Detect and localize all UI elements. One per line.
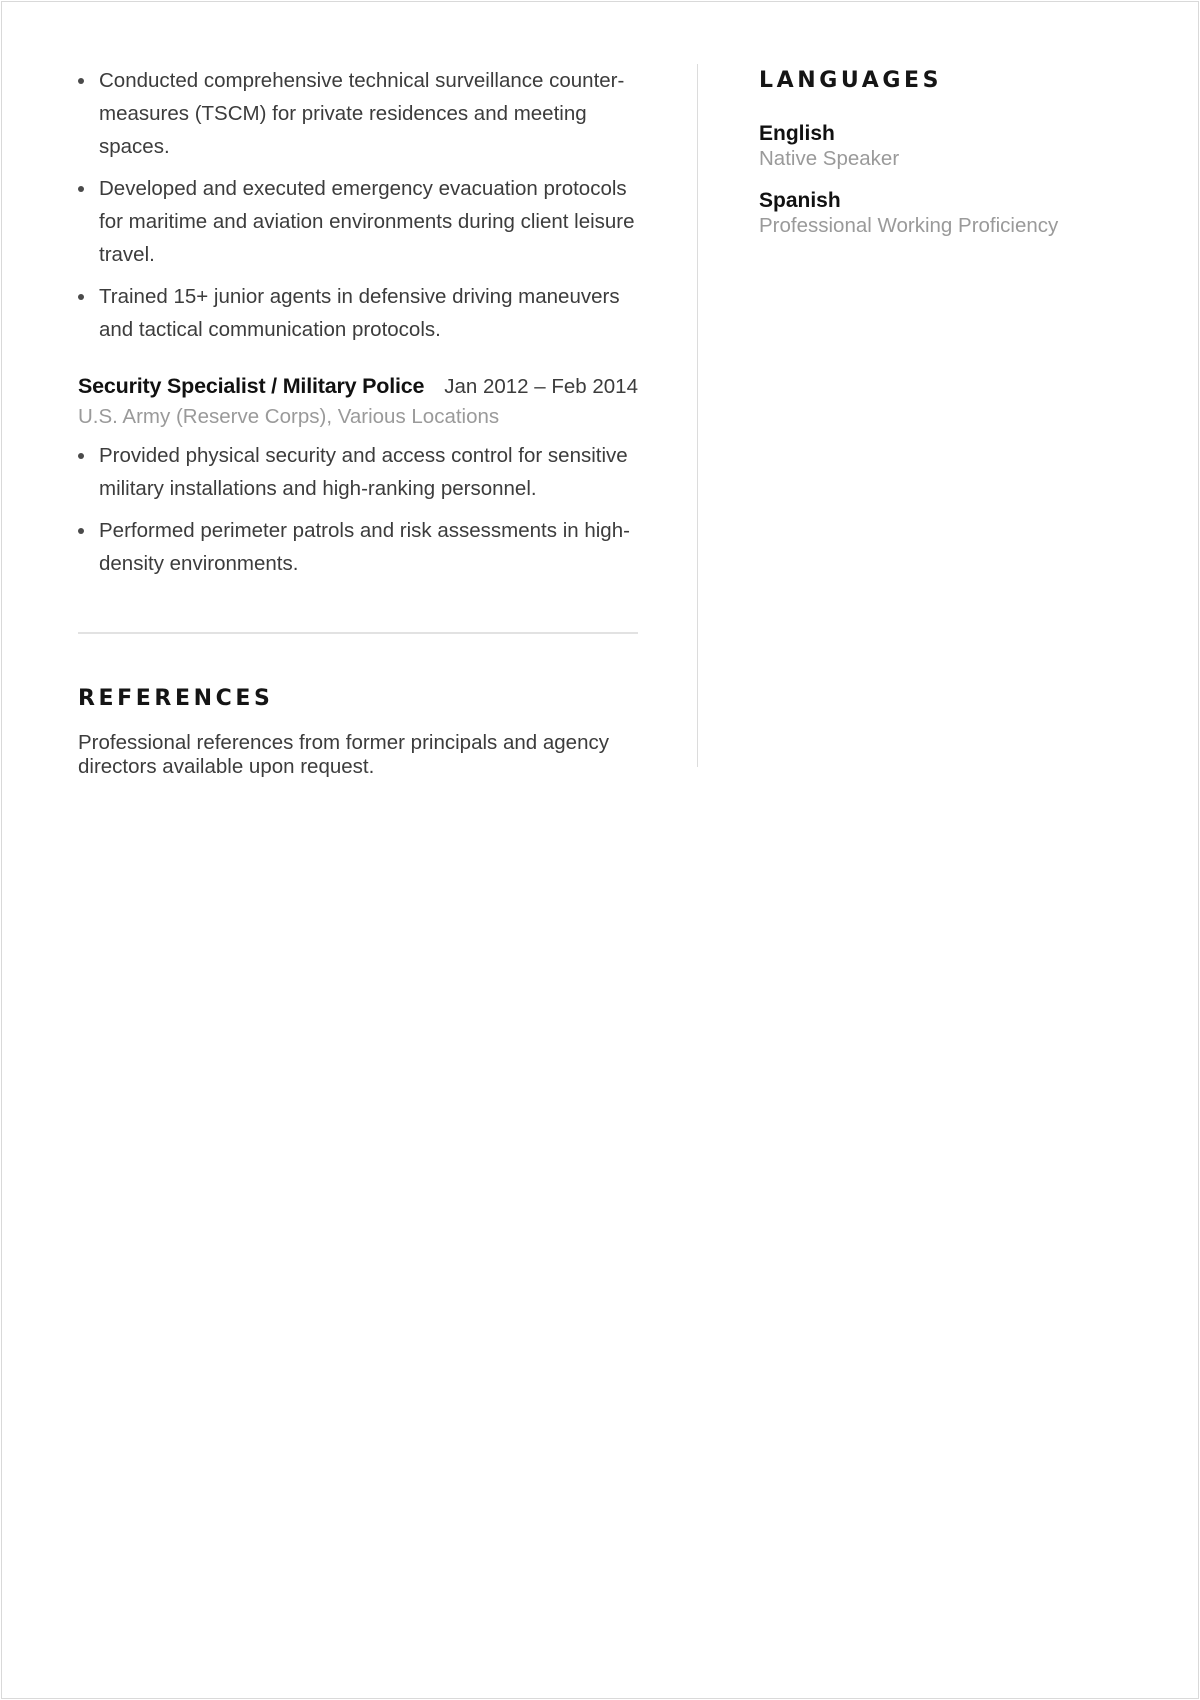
bullet-item [78, 172, 638, 271]
left-column [78, 64, 638, 779]
references-text: Professional references from former principals and agency directors available upon request. [78, 731, 609, 778]
bullet-icon [78, 453, 84, 459]
job-title: Security Specialist / Military Police [78, 374, 425, 398]
bullet-text: Provided physical security and access control for sensitive military installations and high-ranking personnel. [99, 444, 628, 500]
bullet-item [78, 280, 638, 346]
right-column [759, 68, 1159, 255]
previous-job-bullets [78, 64, 638, 346]
section-divider [78, 632, 638, 634]
job-header [78, 374, 638, 399]
language-item-english [759, 121, 1159, 171]
bullet-item [78, 64, 638, 163]
bullet-text: Conducted comprehensive technical surveillance counter-measures (TSCM) for private residences and meeting spaces. [99, 69, 625, 158]
language-name: Spanish [759, 189, 841, 212]
bullet-item [78, 514, 638, 580]
job-dates: Jan 2012 – Feb 2014 [444, 375, 638, 398]
language-level: Professional Working Proficiency [759, 214, 1059, 237]
bullet-text: Trained 15+ junior agents in defensive driving maneuvers and tactical communication protocols. [99, 285, 620, 341]
language-level: Native Speaker [759, 147, 900, 170]
column-divider [697, 64, 698, 767]
bullet-text: Performed perimeter patrols and risk assessments in high-density environments. [99, 519, 630, 575]
language-name: English [759, 122, 835, 145]
bullet-text: Developed and executed emergency evacuation protocols for maritime and aviation environments during client leisure travel. [99, 177, 635, 266]
bullet-icon [78, 528, 84, 534]
bullet-item [78, 439, 638, 505]
languages-list [759, 121, 1159, 238]
job-organization: U.S. Army (Reserve Corps), Various Locations [78, 405, 500, 428]
languages-heading: LANGUAGES [759, 68, 943, 93]
resume-page [1, 1, 1199, 1699]
bullet-icon [78, 78, 84, 84]
job-entry [78, 374, 638, 580]
references-heading: REFERENCES [78, 686, 274, 711]
bullet-icon [78, 294, 84, 300]
bullet-icon [78, 186, 84, 192]
job-bullets [78, 439, 638, 580]
language-item-spanish [759, 188, 1159, 238]
